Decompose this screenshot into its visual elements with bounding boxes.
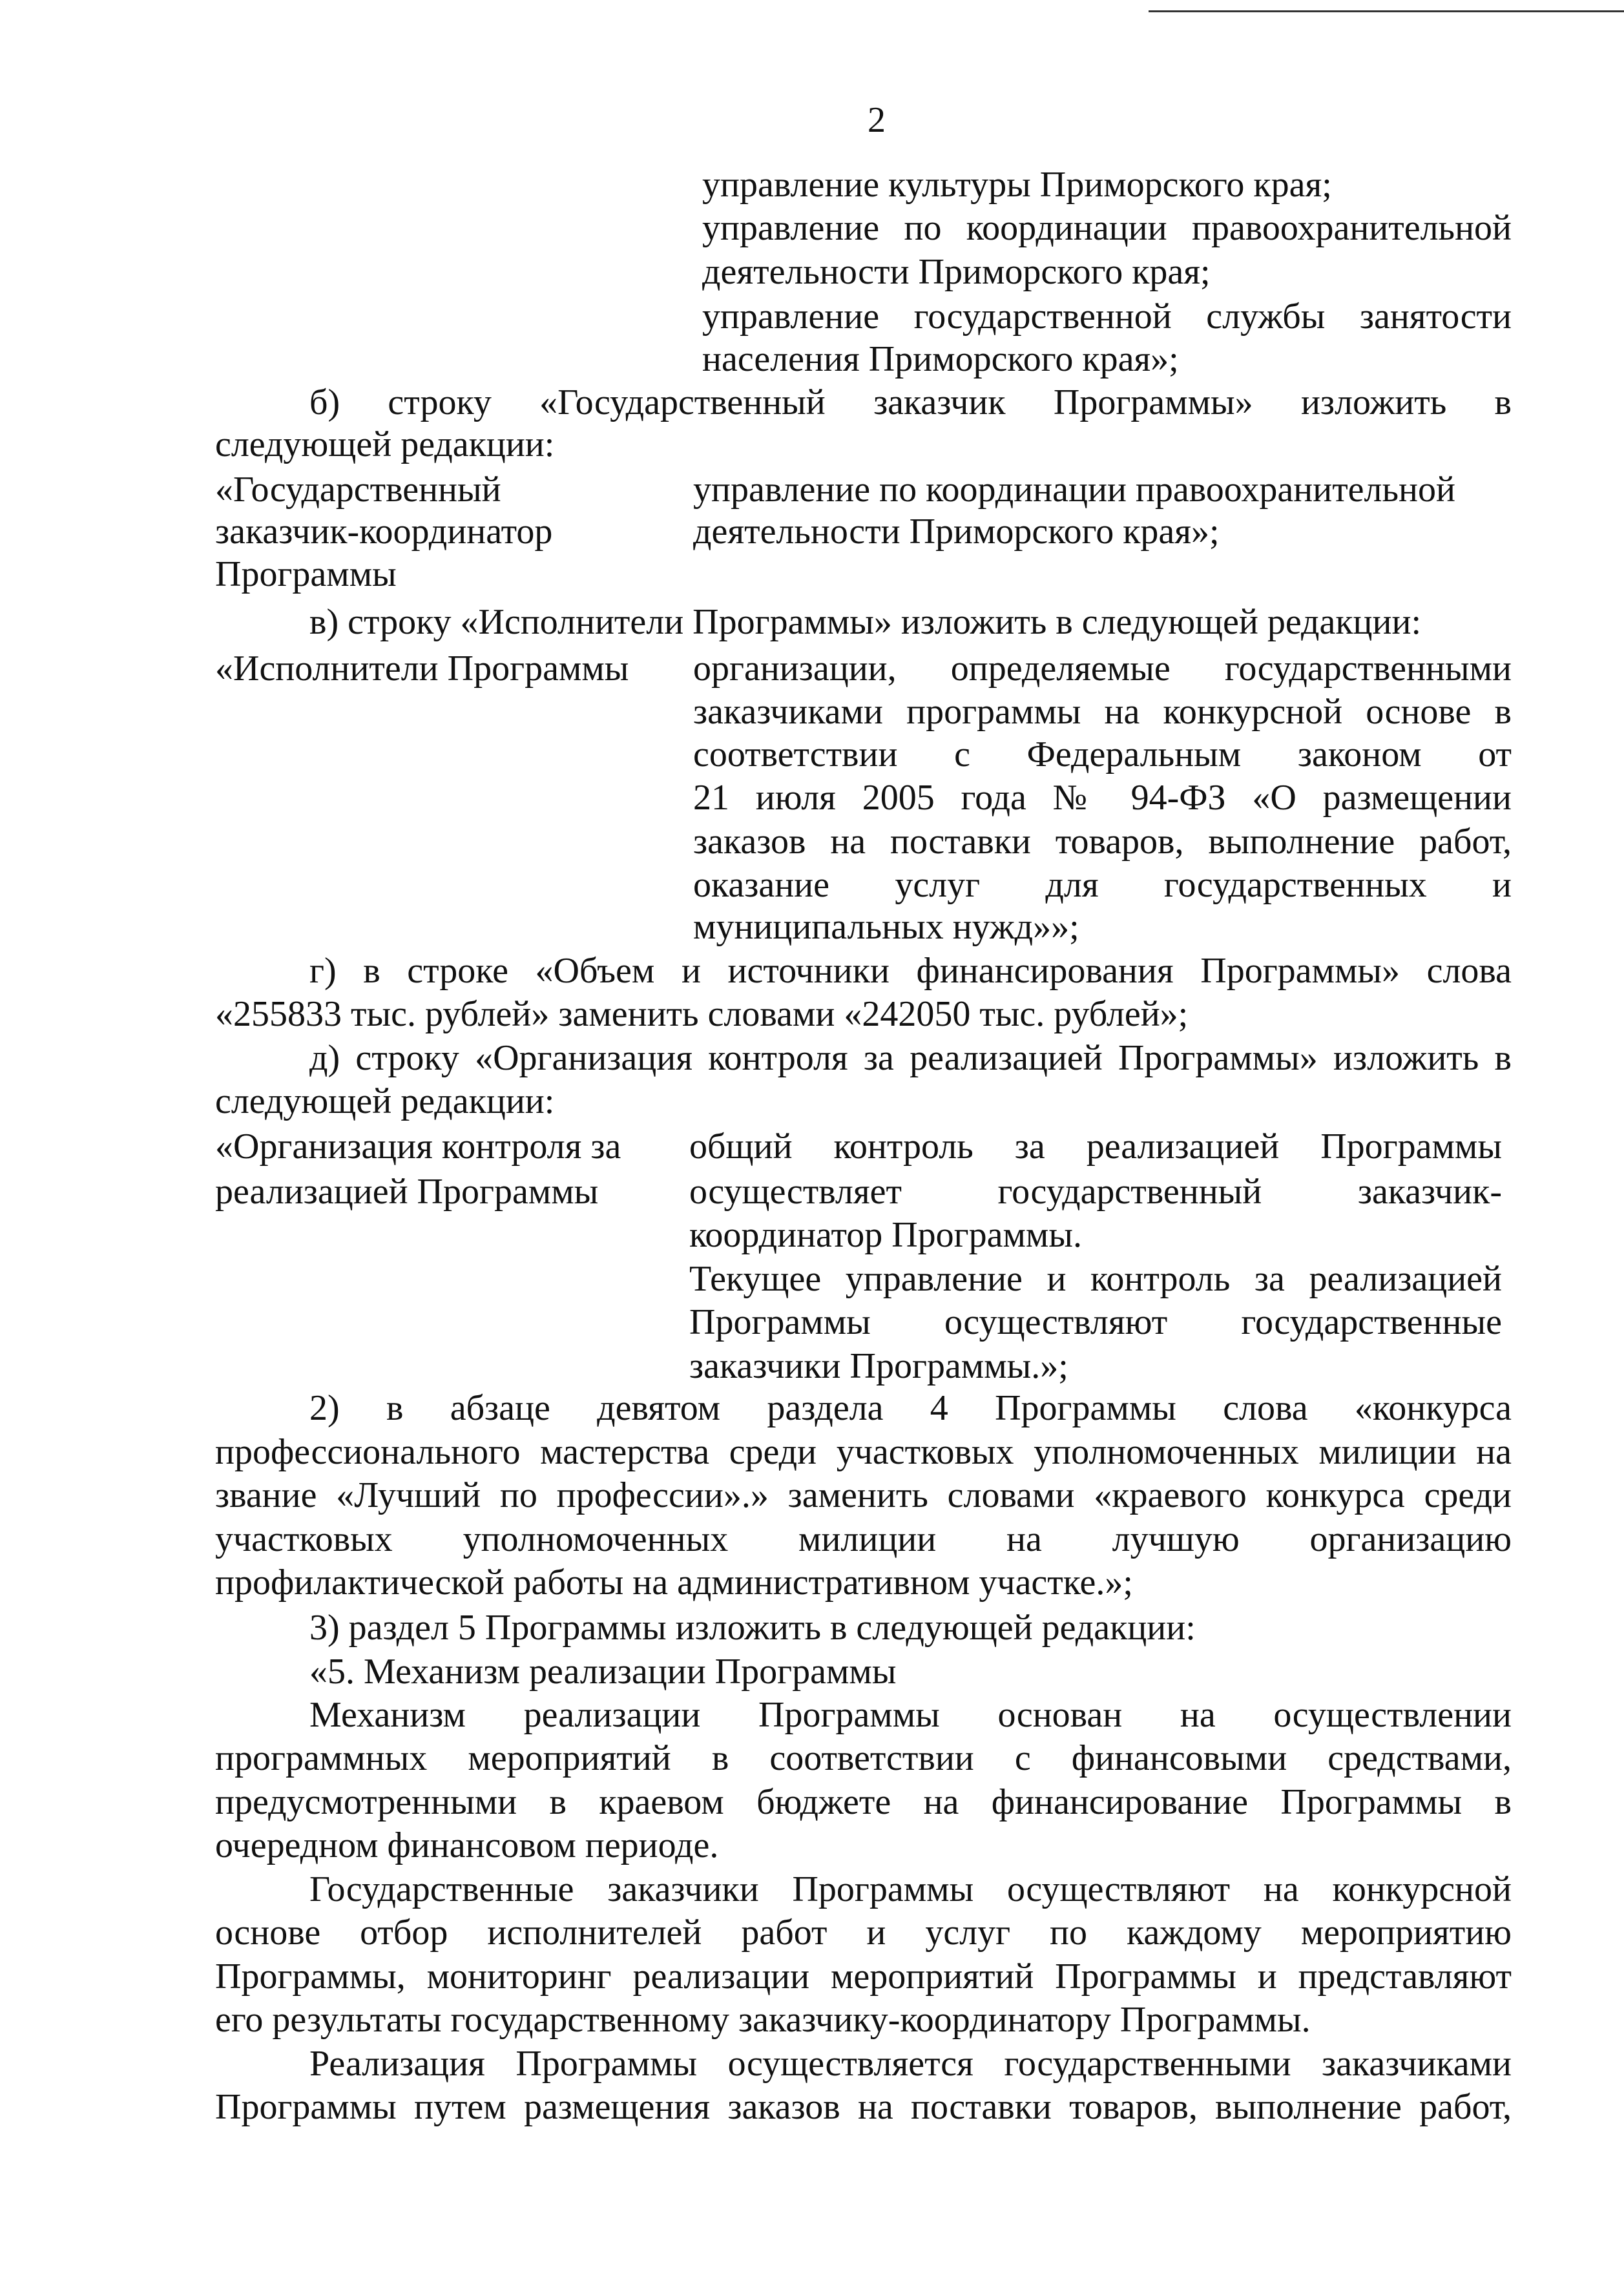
text-line: профессионального мастерства среди участковых уполномоченных милиции на	[215, 1432, 1512, 1472]
row-value: соответствии с Федеральным законом от	[693, 734, 1512, 774]
text-line: основе отбор исполнителей работ и услуг по каждому мероприятию	[215, 1913, 1512, 1953]
text-line: следующей редакции:	[215, 1081, 555, 1121]
paragraph-2: 2) в абзаце девятом раздела 4 Программы слова «конкурса	[309, 1388, 1512, 1428]
row-value: организации, определяемые государственными	[693, 649, 1512, 689]
row-label: заказчик-координатор	[215, 512, 553, 552]
paragraph-d: д) строку «Организация контроля за реализацией Программы» изложить в	[309, 1038, 1512, 1078]
row-value: муниципальных нужд»»;	[693, 907, 1079, 947]
row-value: Программы осуществляют государственные	[689, 1302, 1502, 1342]
text-line: Программы, мониторинг реализации мероприятий Программы и представляют	[215, 1956, 1512, 1997]
row-label: «Государственный	[215, 470, 501, 510]
text-line: участковых уполномоченных милиции на лучшую организацию	[215, 1519, 1512, 1559]
row-value: оказание услуг для государственных и	[693, 865, 1512, 905]
text-line: профилактической работы на административном участке.»;	[215, 1562, 1133, 1603]
row-value: заказчиками программы на конкурсной основе в	[693, 692, 1512, 732]
section-heading: «5. Механизм реализации Программы	[309, 1652, 897, 1692]
paragraph-3: 3) раздел 5 Программы изложить в следующей редакции:	[309, 1608, 1196, 1648]
row-label: «Организация контроля за	[215, 1126, 621, 1167]
text-line: Государственные заказчики Программы осуществляют на конкурсной	[309, 1869, 1512, 1909]
text-line: Реализация Программы осуществляется государственными заказчиками	[309, 2044, 1512, 2084]
row-value: координатор Программы.	[689, 1215, 1082, 1255]
text-line: «255833 тыс. рублей» заменить словами «242050 тыс. рублей»;	[215, 994, 1189, 1034]
text-line: управление государственной службы занятости	[702, 296, 1512, 337]
row-value: общий контроль за реализацией Программы	[689, 1126, 1502, 1167]
text-line: следующей редакции:	[215, 424, 555, 464]
paragraph-g: г) в строке «Объем и источники финансирования Программы» слова	[309, 951, 1512, 991]
paragraph-v: в) строку «Исполнители Программы» изложить в следующей редакции:	[309, 602, 1422, 642]
top-rule	[1149, 10, 1624, 12]
text-line: программных мероприятий в соответствии с финансовыми средствами,	[215, 1738, 1512, 1778]
text-line: звание «Лучший по профессии».» заменить словами «краевого конкурса среди	[215, 1475, 1512, 1515]
text-line: управление по координации правоохранительной	[702, 208, 1512, 248]
row-label: «Исполнители Программы	[215, 649, 629, 689]
row-value: деятельности Приморского края»;	[693, 512, 1220, 552]
text-line: очередном финансовом периоде.	[215, 1825, 719, 1865]
text-line: населения Приморского края»;	[702, 339, 1179, 379]
row-value: осуществляет государственный заказчик-	[689, 1172, 1502, 1212]
text-line: Механизм реализации Программы основан на осуществлении	[309, 1695, 1512, 1735]
page-number: 2	[868, 100, 886, 140]
text-line: Программы путем размещения заказов на поставки товаров, выполнение работ,	[215, 2087, 1512, 2127]
text-line: его результаты государственному заказчику-координатору Программы.	[215, 2000, 1311, 2040]
text-line: деятельности Приморского края;	[702, 252, 1211, 292]
row-value: заказов на поставки товаров, выполнение работ,	[693, 822, 1512, 862]
row-value: заказчики Программы.»;	[689, 1346, 1068, 1386]
text-line: предусмотренными в краевом бюджете на финансирование Программы в	[215, 1782, 1512, 1822]
row-value: Текущее управление и контроль за реализацией	[689, 1259, 1502, 1299]
row-label: реализацией Программы	[215, 1172, 599, 1212]
row-value: 21 июля 2005 года № 94-ФЗ «О размещении	[693, 778, 1512, 818]
paragraph-b: б) строку «Государственный заказчик Программы» изложить в	[309, 382, 1512, 422]
row-label: Программы	[215, 554, 397, 594]
row-value: управление по координации правоохранительной	[693, 470, 1455, 510]
text-line: управление культуры Приморского края;	[702, 165, 1332, 205]
